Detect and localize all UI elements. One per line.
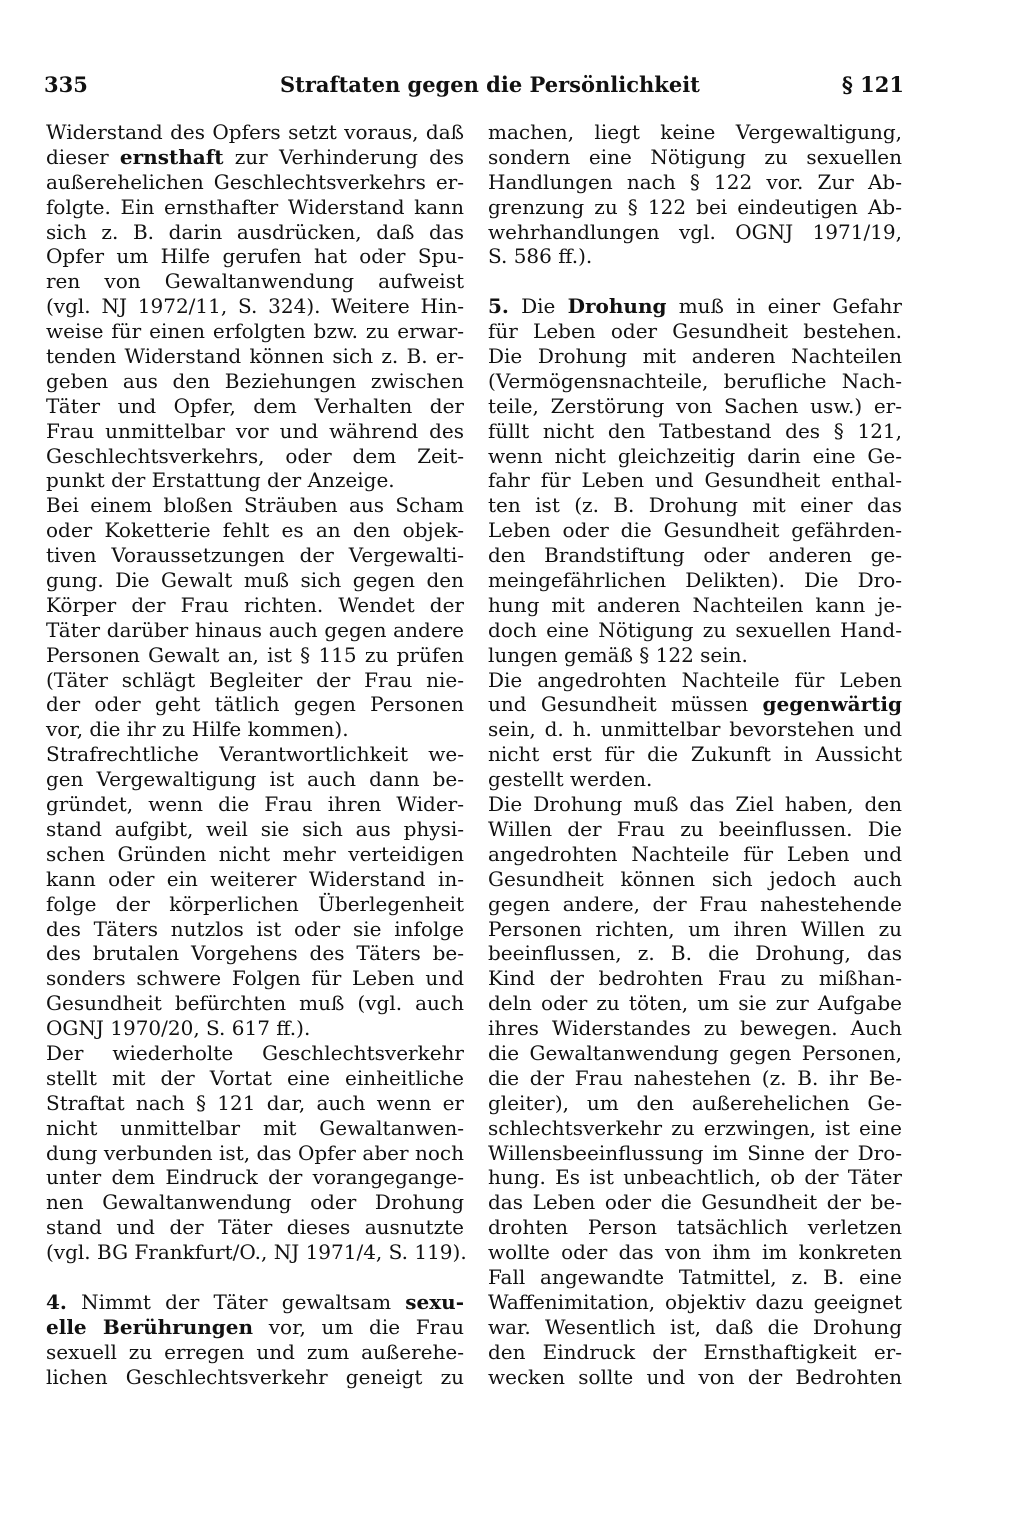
text-segment: folgte. Ein ernsthafter Widerstand kann [46, 194, 464, 219]
text-segment: machen, liegt keine Vergewaltigung, [488, 120, 902, 144]
text-segment: geben aus den Beziehungen zwischen [46, 368, 464, 393]
text-segment: gründet, wenn die Frau ihren Wider- [46, 792, 464, 817]
text-segment: des Täters nutzlos ist oder sie infolge [46, 916, 464, 941]
text-segment: Gesundheit können sich jedoch auch [488, 866, 902, 891]
text-line [488, 1315, 902, 1340]
text-segment: gleiter), um den außerehelichen Ge- [488, 1090, 902, 1115]
text-segment: Gesundheit befürchten muß (vgl. auch [46, 991, 464, 1016]
text-line [488, 1190, 902, 1215]
text-segment: Täter darüber hinaus auch gegen andere [46, 617, 464, 642]
text-line [46, 568, 464, 593]
text-line [46, 966, 464, 991]
text-line [488, 1340, 902, 1365]
text-line [46, 344, 464, 369]
text-segment: Waffenimitation, objektiv dazu geeignet [488, 1289, 902, 1314]
text-segment: tiven Voraussetzungen der Vergewalti- [46, 543, 464, 568]
page-number: 335 [44, 72, 88, 97]
text-line [46, 1041, 464, 1066]
text-line [488, 444, 902, 469]
running-title: Straftaten gegen die Persönlichkeit [280, 72, 700, 97]
text-line [46, 369, 464, 394]
text-segment: OGNJ 1970/20, S. 617 ff.). [46, 1016, 311, 1041]
text-line [46, 1340, 464, 1365]
text-line [488, 493, 902, 518]
text-line [46, 1190, 464, 1215]
text-segment: lichen Geschlechtsverkehr geneigt zu [46, 1364, 464, 1389]
text-line [488, 220, 902, 245]
text-segment: unter dem Eindruck der vorangegange- [46, 1165, 464, 1190]
text-line [46, 269, 464, 294]
text-line [46, 220, 464, 245]
text-line [46, 543, 464, 568]
text-segment: gen Vergewaltigung ist auch dann be- [46, 767, 464, 792]
text-segment: doch eine Nötigung zu sexuellen Hand- [488, 617, 902, 642]
text-segment: war. Wesentlich ist, daß die Drohung [488, 1314, 902, 1339]
text-segment: wollte oder das von ihm im konkreten [488, 1240, 902, 1265]
text-segment: Widerstand des Opfers setzt voraus, daß [46, 120, 464, 144]
text-line [488, 1091, 902, 1116]
text-line [488, 120, 902, 145]
bold-text: 4. [46, 1289, 67, 1314]
text-line [488, 991, 902, 1016]
text-segment: stellt mit der Vortat eine einheitliche [46, 1065, 464, 1090]
text-line [46, 1315, 464, 1340]
paragraph-gap [488, 269, 902, 294]
text-line [488, 817, 902, 842]
text-segment: stand und der Täter dieses ausnutzte [46, 1215, 464, 1240]
text-line [488, 568, 902, 593]
text-segment: dung verbunden ist, das Opfer aber noch [46, 1140, 464, 1165]
text-segment: Kind der bedrohten Frau zu mißhan- [488, 966, 902, 991]
text-line [488, 742, 902, 767]
text-line [488, 394, 902, 419]
text-segment: den Eindruck der Ernsthaftigkeit er- [488, 1339, 902, 1364]
text-segment: teile, Zerstörung von Sachen usw.) er- [488, 393, 902, 418]
text-segment: den Brandstiftung oder anderen ge- [488, 543, 902, 568]
text-line [46, 468, 464, 493]
text-line [46, 1116, 464, 1141]
text-segment: Der wiederholte Geschlechtsverkehr [46, 1040, 464, 1065]
bold-text: 5. [488, 294, 509, 319]
right-text-column [488, 120, 902, 1389]
text-line [488, 369, 902, 394]
text-line [46, 493, 464, 518]
text-line [488, 294, 902, 319]
text-segment: Leben oder die Gesundheit gefährden- [488, 518, 902, 543]
text-line [488, 767, 902, 792]
bold-text: sexu- [405, 1289, 464, 1314]
text-segment: Die Drohung muß das Ziel haben, den [488, 792, 902, 817]
text-line [488, 1365, 902, 1390]
left-text-column [46, 120, 467, 1389]
text-segment: oder Koketterie fehlt es an den objek- [46, 518, 464, 543]
text-line [46, 593, 464, 618]
text-line [488, 792, 902, 817]
text-line [46, 941, 464, 966]
text-segment: hung mit anderen Nachteilen kann je- [488, 592, 902, 617]
text-line [488, 941, 902, 966]
text-segment: hung. Es ist unbeachtlich, ob der Täter [488, 1165, 902, 1190]
text-segment: beeinflussen, z. B. die Drohung, das [488, 941, 902, 966]
text-line [488, 966, 902, 991]
bold-text: elle Berührungen [46, 1314, 254, 1339]
text-line [46, 195, 464, 220]
text-segment: S. 586 ff.). [488, 244, 593, 269]
bold-text: ernsthaft [119, 144, 224, 169]
text-segment: tenden Widerstand können sich z. B. er- [46, 344, 464, 369]
text-segment: grenzung zu § 122 bei eindeutigen Ab- [488, 194, 902, 219]
text-line [46, 817, 464, 842]
text-segment: punkt der Erstattung der Anzeige. [46, 468, 395, 493]
text-segment: sonders schwere Folgen für Leben und [46, 966, 464, 991]
text-segment: außerehelichen Geschlechtsverkehrs er- [46, 169, 464, 194]
text-segment: Handlungen nach § 122 vor. Zur Ab- [488, 169, 902, 194]
text-segment: Körper der Frau richten. Wendet der [46, 592, 464, 617]
text-segment: fahr für Leben und Gesundheit enthal- [488, 468, 902, 493]
text-segment: die Gewaltanwendung gegen Personen, [488, 1040, 902, 1065]
text-segment: Frau unmittelbar vor und während des [46, 418, 464, 443]
text-segment: deln oder zu töten, um sie zur Aufgabe [488, 991, 902, 1016]
text-line [46, 244, 464, 269]
text-segment: Fall angewandte Tatmittel, z. B. eine [488, 1264, 902, 1289]
text-segment: gung. Die Gewalt muß sich gegen den [46, 568, 464, 593]
text-line [46, 1240, 467, 1265]
text-line [46, 1365, 464, 1390]
text-line [46, 1215, 464, 1240]
text-segment: vor, um die Frau [253, 1314, 464, 1339]
text-segment: Personen Gewalt an, ist § 115 zu prüfen [46, 642, 464, 667]
text-line [46, 668, 464, 693]
text-segment: ren von Gewaltanwendung aufweist [46, 269, 464, 294]
text-line [488, 1016, 902, 1041]
text-line [46, 643, 464, 668]
text-line [488, 618, 902, 643]
text-line [46, 419, 464, 444]
text-segment: und Gesundheit müssen [488, 692, 763, 717]
text-segment: Strafrechtliche Verantwortlichkeit we- [46, 742, 464, 767]
text-segment: Nimmt der Täter gewaltsam [66, 1289, 406, 1314]
text-segment: kann oder ein weiterer Widerstand in- [46, 866, 464, 891]
text-line [488, 593, 902, 618]
text-segment: ihres Widerstandes zu bewegen. Auch [488, 1016, 902, 1041]
text-line [488, 518, 902, 543]
text-line [488, 668, 902, 693]
text-line [46, 1165, 464, 1190]
text-line [46, 319, 464, 344]
text-line [46, 742, 464, 767]
text-segment: sondern eine Nötigung zu sexuellen [488, 144, 902, 169]
text-line [488, 344, 902, 369]
text-line [46, 394, 464, 419]
text-segment: Die Drohung mit anderen Nachteilen [488, 344, 902, 369]
text-segment: wecken sollte und von der Bedrohten [488, 1364, 902, 1389]
text-line [488, 1116, 902, 1141]
text-segment: nicht erst für die Zukunft in Aussicht [488, 742, 902, 767]
text-segment: zur Verhinderung des [223, 144, 464, 169]
text-segment: schlechtsverkehr zu erzwingen, ist eine [488, 1115, 902, 1140]
text-line [46, 767, 464, 792]
text-line [46, 1290, 464, 1315]
text-line [488, 170, 902, 195]
text-line [46, 444, 464, 469]
text-segment: Straftat nach § 121 dar, auch wenn er [46, 1090, 464, 1115]
text-segment: sich z. B. darin ausdrücken, daß das [46, 219, 464, 244]
text-line [46, 917, 464, 942]
text-segment: des brutalen Vorgehens des Täters be- [46, 941, 464, 966]
text-line [488, 244, 902, 269]
text-segment: Opfer um Hilfe gerufen hat oder Spu- [46, 244, 464, 269]
text-segment: schen Gründen nicht mehr verteidigen [46, 841, 464, 866]
text-segment: Personen richten, um ihren Willen zu [488, 916, 902, 941]
text-segment: ten ist (z. B. Drohung mit einer das [488, 493, 902, 518]
text-segment: sexuell zu erregen und zum außerehe- [46, 1339, 464, 1364]
text-line [46, 1016, 464, 1041]
text-line [488, 692, 902, 717]
text-line [488, 145, 902, 170]
text-segment: meingefährlichen Delikten). Die Dro- [488, 568, 902, 593]
text-segment: Willensbeeinflussung im Sinne der Dro- [488, 1140, 902, 1165]
text-segment: Geschlechtsverkehrs, oder dem Zeit- [46, 443, 464, 468]
text-segment: Bei einem bloßen Sträuben aus Scham [46, 493, 464, 518]
page-header [44, 72, 904, 106]
text-line [46, 692, 464, 717]
text-line [488, 1041, 902, 1066]
text-segment: lungen gemäß § 122 sein. [488, 642, 748, 667]
text-line [488, 1141, 902, 1166]
text-line [488, 842, 902, 867]
text-segment: stand aufgibt, weil sie sich aus physi- [46, 816, 464, 841]
text-line [488, 319, 902, 344]
text-line [46, 618, 464, 643]
text-line [488, 543, 902, 568]
text-line [46, 170, 464, 195]
text-line [46, 792, 464, 817]
text-segment: angedrohten Nachteile für Leben und [488, 841, 902, 866]
section-number: § 121 [841, 72, 904, 97]
text-segment: für Leben oder Gesundheit bestehen. [488, 319, 902, 344]
text-segment: das Leben oder die Gesundheit der be- [488, 1190, 902, 1215]
text-line [46, 1141, 464, 1166]
text-line [488, 468, 902, 493]
text-line [46, 1091, 464, 1116]
text-segment: drohten Person tatsächlich verletzen [488, 1215, 902, 1240]
text-segment: Die [508, 294, 568, 319]
text-line [488, 1215, 902, 1240]
text-line [488, 1265, 902, 1290]
text-line [488, 867, 902, 892]
text-segment: weise für einen erfolgten bzw. zu erwar- [46, 319, 464, 344]
text-line [488, 892, 902, 917]
text-segment: gegen andere, der Frau nahestehende [488, 891, 902, 916]
paragraph-gap [46, 1265, 464, 1290]
text-segment: muß in einer Gefahr [666, 294, 902, 319]
text-line [46, 120, 464, 145]
text-segment: Willen der Frau zu beeinflussen. Die [488, 816, 902, 841]
text-line [488, 195, 902, 220]
text-line [488, 419, 902, 444]
text-line [46, 294, 464, 319]
text-segment: nen Gewaltanwendung oder Drohung [46, 1190, 464, 1215]
text-segment: (Vermögensnachteile, berufliche Nach- [488, 368, 902, 393]
text-segment: dieser [46, 144, 120, 169]
text-segment: Täter und Opfer, dem Verhalten der [46, 393, 464, 418]
text-segment: nicht unmittelbar mit Gewaltanwen- [46, 1115, 464, 1140]
text-line [488, 917, 902, 942]
text-segment: (vgl. NJ 1972/11, S. 324). Weitere Hin- [46, 294, 464, 319]
text-segment: der oder geht tätlich gegen Personen [46, 692, 464, 717]
text-line [488, 1165, 902, 1190]
text-line [488, 643, 902, 668]
text-line [46, 892, 464, 917]
text-segment: (vgl. BG Frankfurt/O., NJ 1971/4, S. 119). [46, 1240, 467, 1265]
text-segment: sein, d. h. unmittelbar bevorstehen und [488, 717, 902, 742]
text-line [46, 1066, 464, 1091]
text-segment: wenn nicht gleichzeitig darin eine Ge- [488, 443, 902, 468]
bold-text: gegenwärtig [762, 692, 902, 717]
text-segment: (Täter schlägt Begleiter der Frau nie- [46, 667, 464, 692]
text-segment: folge der körperlichen Überlegenheit [46, 891, 464, 916]
text-segment: gestellt werden. [488, 767, 653, 792]
text-segment: füllt nicht den Tatbestand des § 121, [488, 418, 902, 443]
text-line [46, 145, 464, 170]
text-line [488, 1290, 902, 1315]
text-line [488, 1240, 902, 1265]
text-segment: wehrhandlungen vgl. OGNJ 1971/19, [488, 219, 902, 244]
bold-text: Drohung [567, 294, 667, 319]
text-segment: Die angedrohten Nachteile für Leben [488, 667, 902, 692]
text-line [488, 1066, 902, 1091]
text-line [46, 717, 464, 742]
text-line [46, 842, 464, 867]
text-segment: die der Frau nahestehen (z. B. ihr Be- [488, 1065, 902, 1090]
text-line [488, 717, 902, 742]
text-line [46, 867, 464, 892]
text-segment: vor, die ihr zu Hilfe kommen). [46, 717, 349, 742]
text-line [46, 991, 464, 1016]
text-line [46, 518, 464, 543]
